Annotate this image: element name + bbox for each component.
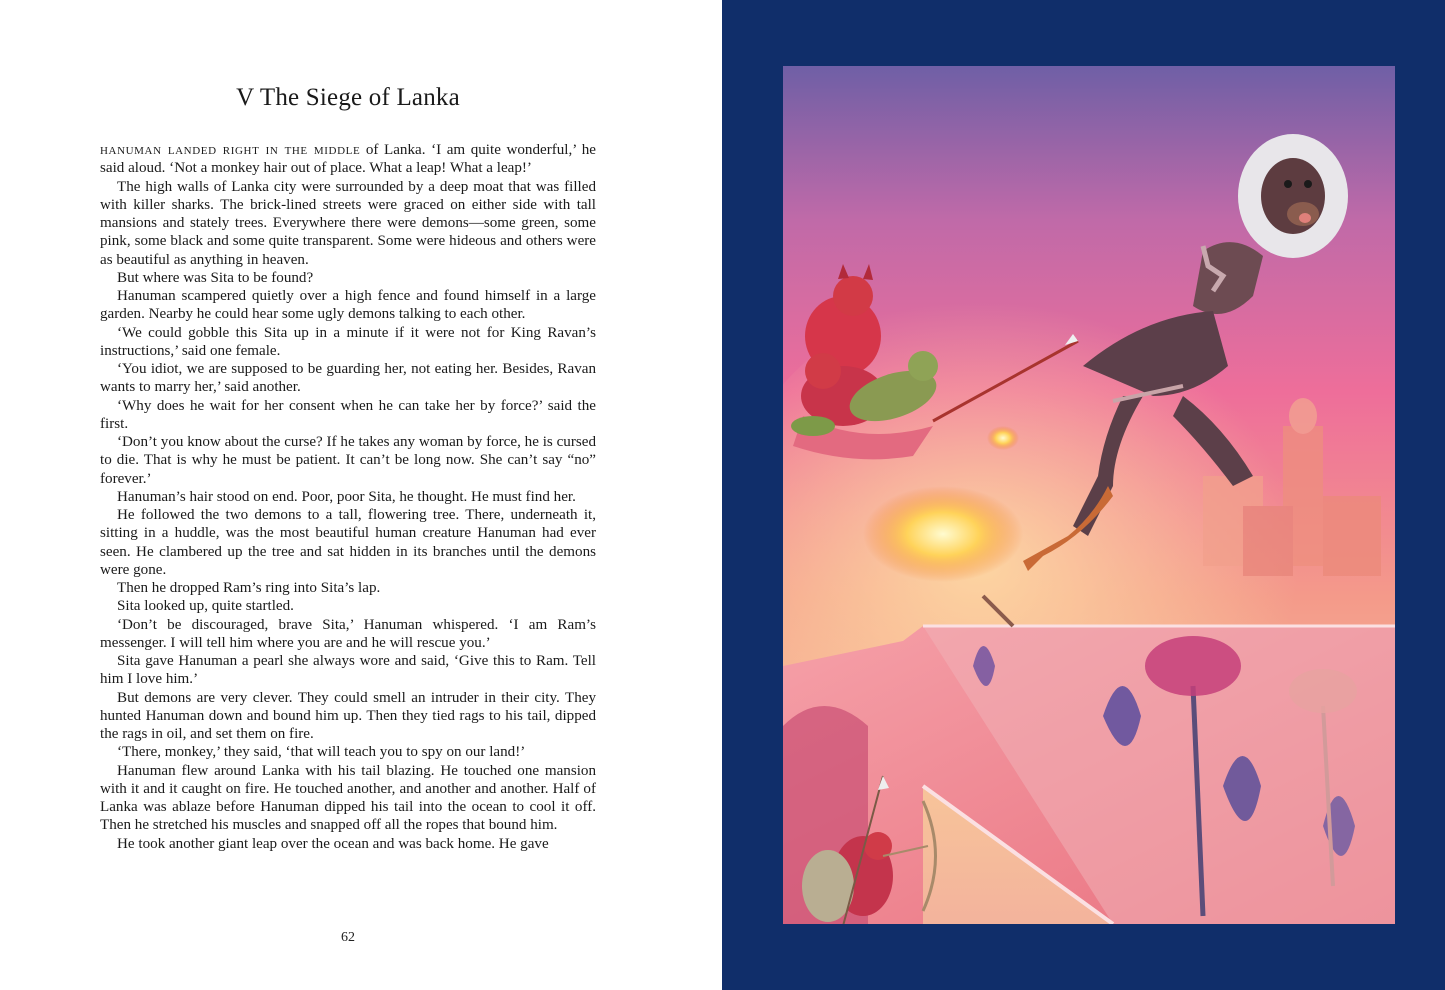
blazing-tail-fire [863,486,1023,582]
paragraph: ‘Don’t be discouraged, brave Sita,’ Hanuman whispered. ‘I am Ram’s messenger. I will tell him where you are and he will rescue you.’ [100,616,596,651]
paragraph: ‘Why does he wait for her consent when he can take her by force?’ said the first. [100,397,596,432]
paragraph: Sita gave Hanuman a pearl she always wore and said, ‘Give this to Ram. Tell him I love him.’ [100,653,596,688]
opening-paragraph [100,141,596,178]
lead-in-smallcaps: hanuman landed right in the middle [100,142,361,158]
illustration-plate [783,66,1395,924]
paragraph: But where was Sita to be found? [117,269,314,286]
paragraph: Then he dropped Ram’s ring into Sita’s lap. [117,580,381,596]
hanuman-leap-illustration [783,66,1395,924]
flying-ember [987,426,1019,450]
text-page [0,0,722,990]
paragraph: ‘We could gobble this Sita up in a minute if it were not for King Ravan’s instructions,’ said one female. [100,324,596,359]
paragraph: He took another giant leap over the ocean and was back home. He gave [117,835,549,852]
page-number: 62 [341,930,355,945]
paragraph: Hanuman flew around Lanka with his tail blazing. He touched one mansion with it and it caught on fire. He touched another, and another and another. Half of Lanka was ablaze before Hanuman dipped his tail into the ocean to cool it off. Then he stretched his muscles and snapped off all the ropes that bound him. [100,762,596,834]
paragraph: Hanuman scampered quietly over a high fence and found himself in a large garden. Nearby he could hear some ugly demons talking to each other. [100,288,596,323]
illustration-page [722,0,1445,990]
chapter-title: V The Siege of Lanka [236,84,460,111]
chapter-body [100,141,596,853]
paragraph: Sita looked up, quite startled. [117,598,294,615]
paragraph: ‘There, monkey,’ they said, ‘that will teach you to spy on our land!’ [117,744,526,761]
paragraph: The high walls of Lanka city were surrounded by a deep moat that was filled with killer sharks. The brick-lined streets were graced on either side with tall mansions and stately trees. Everywhere there were demons—some green, some pink, some black and some quite transparent. Some were hideous and others were as beautiful as anything in heaven. [100,178,596,268]
paragraph: But demons are very clever. They could smell an intruder in their city. They hunted Hanuman down and bound him up. Then they tied rags to his tail, dipped the rags in oil, and set them on fire. [100,689,596,742]
paragraph: ‘Don’t you know about the curse? If he takes any woman by force, he is cursed to die. That is why he must be patient. It can’t be long now. She can’t say “no” forever.’ [100,434,596,487]
paragraph: Hanuman’s hair stood on end. Poor, poor Sita, he thought. He must find her. [117,488,576,505]
paragraph: He followed the two demons to a tall, flowering tree. There, underneath it, sitting in a huddle, was the most beautiful human creature Hanuman had ever seen. He clambered up the tree and sat hidden in its branches until the demons were gone. [100,507,596,578]
paragraph: ‘You idiot, we are supposed to be guarding her, not eating her. Besides, Ravan wants to marry her,’ said another. [100,361,596,396]
opening-rest: of Lanka. ‘I am quite wonderful,’ he said aloud. ‘Not a monkey hair out of place. What a leap! What a leap!’ [100,142,596,177]
